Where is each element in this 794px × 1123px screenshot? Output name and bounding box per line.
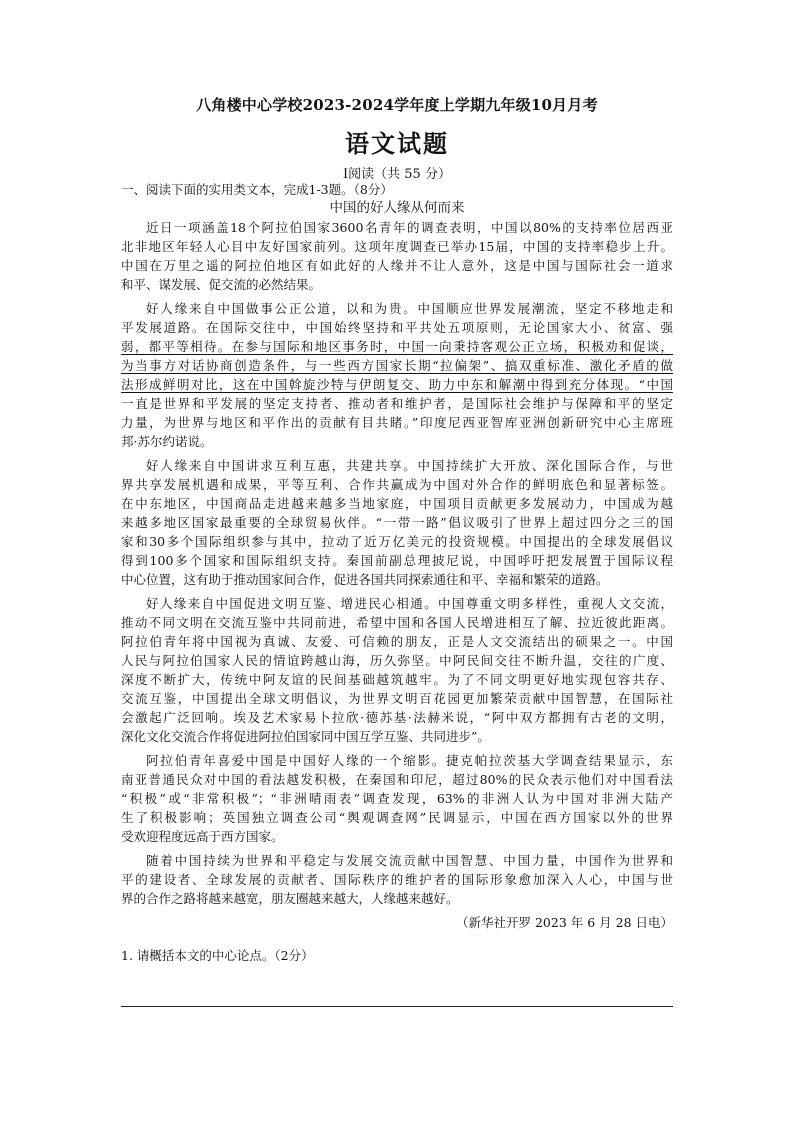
article-line: 深度不断扩大，传统中阿友谊的民间基础越筑越牢。为了不同文明更好地实现包容共存、 [121, 672, 673, 687]
article-title: 中国的好人缘从何而来 [329, 200, 465, 216]
article-line: 和平、谋发展、促交流的必然结果。 [121, 277, 322, 292]
article-line: 力量，为世界与地区和平作出的贡献有目共睹。”印度尼西亚智库亚洲创新研究中心主席班 [121, 415, 673, 430]
article-line: 平的建设者、全球发展的贡献者、国际秩序的维护者的国际形象愈加深入人心，中国与世 [121, 872, 673, 887]
article-line: 界的合作之路将越来越宽，朋友圈越来越大，人缘越来越好。 [121, 891, 459, 906]
article-line: 阿拉伯青年将中国视为真诚、友爱、可信赖的朋友，正是人文交流结出的硕果之一。中国 [121, 634, 673, 649]
article-line: 会激起广泛回响。埃及艺术家易卜拉欣·德苏基·法赫米说，“阿中双方都拥有古老的文明， [121, 710, 673, 725]
article-line: 一直是世界和平发展的坚定支持者、推动者和维护者，是国际社会维护与保障和平的坚定 [121, 396, 673, 411]
article-line: 北非地区年轻人心目中友好国家前列。这项年度调查已举办15届，中国的支持率稳步上升。 [121, 239, 673, 254]
article-line: 随着中国持续为世界和平稳定与发展交流贡献中国智慧、中国力量，中国作为世界和 [146, 853, 673, 868]
article-line-underlined: 法形成鲜明对比，这在中国斡旋沙特与伊朗复交、助力中东和解潮中得到充分体现。“中国 [121, 377, 673, 392]
article-line: 人民与阿拉伯国家人民的情谊跨越山海，历久弥坚。中阿民间交往不断升温，交往的广度、 [121, 653, 673, 668]
article-line: 中心位置，这有助于推动国家间合作，促进各国共同探索通往和平、幸福和繁荣的道路。 [121, 572, 609, 587]
article-line-underlined: 为当事方对话协商创造条件，与一些西方国家长期“拉偏架”、搞双重标准、激化矛盾的做 [121, 358, 673, 373]
article-dateline: （新华社开罗 2023 年 6 月 28 日电） [455, 915, 673, 930]
article-line: 家和30多个国际组织参与其中，拉动了近万亿美元的投资规模。中国提出的全球发展倡议 [121, 534, 673, 549]
article-line: 好人缘来自中国做事公正公道，以和为贵。中国顺应世界发展潮流，坚定不移地走和 [146, 301, 673, 316]
article-line: 受欢迎程度远高于西方国家。 [121, 829, 284, 844]
section-heading: Ⅰ阅读（共 55 分） [343, 167, 451, 182]
article-line: 得到100多个国家和国际组织支持。秦国前副总理披尼说，中国呼吁把发展置于国际议程 [121, 553, 673, 568]
article-line: 深化文化交流合作将促进阿拉伯国家同中国互学互鉴、共同进步”。 [121, 729, 490, 744]
article-line: 交流互鉴，中国提出全球文明倡议，为世界文明百花园更加繁荣贡献中国智慧，在国际社 [121, 691, 673, 706]
article-line: 界共享发展机遇和成果，平等互利、合作共赢成为中国对外合作的鲜明底色和显著标签。 [121, 477, 673, 492]
article-line: 阿拉伯青年喜爱中国是中国好人缘的一个缩影。捷克帕拉茨基大学调查结果显示，东 [146, 753, 673, 768]
article-line: 好人缘来自中国促进文明互鉴、增进民心相通。中国尊重文明多样性，重视人文交流， [146, 596, 673, 611]
article-line: 平发展道路。在国际交往中，中国始终坚持和平共处五项原则，无论国家大小、贫富、强 [121, 320, 673, 335]
article-line-underlined: 弱，都平等相待。在参与国际和地区事务时，中国一向秉持客观公正立场，积极劝和促谈， [121, 339, 673, 354]
article-line: 好人缘来自中国讲求互利互惠，共建共享。中国持续扩大开放、深化国际合作，与世 [146, 458, 673, 473]
article-line: 南亚普通民众对中国的看法越发积极，在秦国和印尼，超过80%的民众表示他们对中国看法 [121, 772, 673, 787]
article-line: 邦·苏尔约诺说。 [121, 434, 213, 449]
article-line: 来越多地区国家最重要的全球贸易伙伴。“一带一路”倡议吸引了世界上超过四分之三的国 [121, 515, 673, 530]
question-instruction: 一、阅读下面的实用类文本，完成1-3题。（8分） [121, 182, 393, 197]
article-line: 近日一项涵盖18个阿拉伯国家3600名青年的调查表明，中国以80%的支持率位居西亚 [146, 220, 673, 235]
article-line: 推动不同文明在交流互鉴中共同前进，希望中国和各国人民增进相互了解、拉近彼此距离。 [121, 615, 673, 630]
answer-line[interactable] [121, 1006, 673, 1007]
exam-subject-title: 语文试题 [345, 129, 449, 158]
article-line: 生了积极影响；英国独立调查公司“舆观调查网”民调显示，中国在西方国家以外的世界 [121, 810, 673, 825]
article-line: “积极”或“非常积极”；“非洲晴雨表”调查发现，63%的非洲人认为中国对非洲大陆产 [121, 791, 673, 806]
article-line: 在中东地区，中国商品走进越来越多当地家庭，中国项目贡献更多发展动力，中国成为越 [121, 496, 673, 511]
school-exam-title: 八角楼中心学校2023-2024学年度上学期九年级10月月考 [196, 96, 598, 114]
question-1-prompt: 1. 请概括本文的中心论点。（2分） [121, 948, 314, 963]
article-line: 中国在万里之遥的阿拉伯地区有如此好的人缘并不让人意外，这是中国与国际社会一道求 [121, 258, 673, 273]
